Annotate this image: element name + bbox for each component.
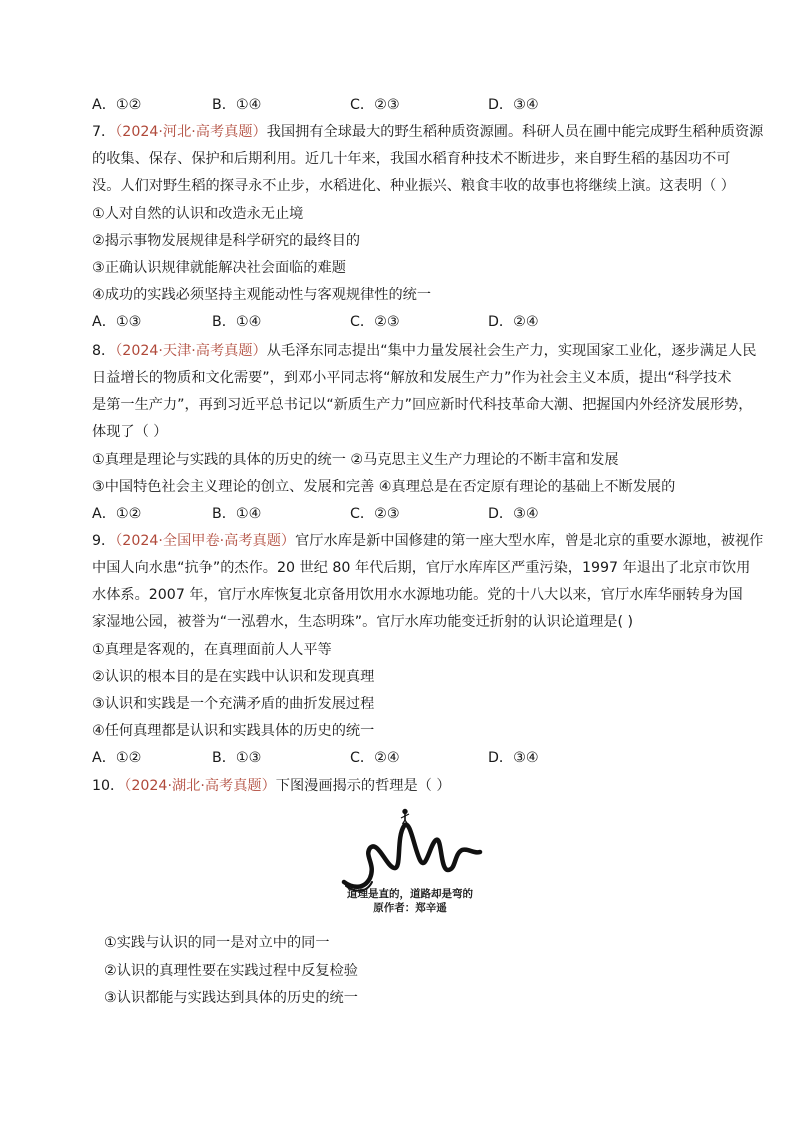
q9-option-a: A．①② bbox=[92, 750, 142, 766]
q9-stem-line-2: 中国人向水患“抗争”的杰作。20 世纪 80 年代后期，官厅水库库区严重污染，1997 年退出了北京市饮用 bbox=[92, 560, 751, 576]
q7-statement-4: ④成功的实践必须坚持主观能动性与客观规律性的统一 bbox=[92, 287, 432, 303]
q8-options bbox=[92, 504, 562, 524]
q7-option-b: B．①④ bbox=[212, 314, 262, 330]
q9-option-b: B．①③ bbox=[212, 750, 262, 766]
q8-source: （2024·天津·高考真题） bbox=[115, 343, 267, 359]
q9-statement-2: ②认识的根本目的是在实践中认识和发现真理 bbox=[92, 669, 375, 685]
q9-stem-line-4: 家湿地公园，被誉为“一泓碧水，生态明珠”。官厅水库功能变迁折射的认识论道理是( ) bbox=[92, 614, 634, 630]
q7-source: （2024·河北·高考真题） bbox=[115, 124, 267, 140]
q8-number: 8． bbox=[92, 343, 116, 359]
q6-option-c: C．②③ bbox=[350, 97, 400, 113]
q10-number: 10． bbox=[92, 778, 125, 794]
q8-stem-line-2: 日益增长的物质和文化需要”，到邓小平同志将“解放和发展生产力”作为社会主义本质，提出“科学技术 bbox=[92, 370, 732, 386]
q8-stem-text-1: 从毛泽东同志提出“集中力量发展社会生产力，实现国家工业化，逐步满足人民 bbox=[266, 343, 757, 359]
q9-statement-1: ①真理是客观的，在真理面前人人平等 bbox=[92, 642, 332, 658]
q8-stem-line-1 bbox=[92, 341, 756, 361]
q9-statement-4: ④任何真理都是认识和实践具体的历史的统一 bbox=[92, 723, 375, 739]
person-figure bbox=[401, 809, 409, 824]
q6-option-b: B．①④ bbox=[212, 97, 262, 113]
q9-stem-line-1 bbox=[92, 531, 763, 551]
q9-stem-text-1: 官厅水库是新中国修建的第一座大型水库，曾是北京的重要水源地，被视作 bbox=[295, 533, 764, 549]
q8-stem-line-4: 体现了（ ） bbox=[92, 424, 168, 440]
q10-source: （2024·湖北·高考真题） bbox=[124, 778, 276, 794]
q8-stem-line-3: 是第一生产力”，再到习近平总书记以“新质生产力”回应新时代科技革命大潮、把握国内外经济发展形势， bbox=[92, 397, 753, 413]
q7-number: 7． bbox=[92, 124, 116, 140]
q8-statements-line-1: ①真理是理论与实践的具体的历史的统一 ②马克思主义生产力理论的不断丰富和发展 bbox=[92, 452, 619, 468]
winding-road bbox=[344, 825, 480, 887]
q6-option-d: D．③④ bbox=[488, 97, 539, 113]
q10-statement-3: ③认识都能与实践达到具体的历史的统一 bbox=[104, 990, 358, 1006]
q7-statement-3: ③正确认识规律就能解决社会面临的难题 bbox=[92, 260, 346, 276]
q6-option-a: A．①② bbox=[92, 97, 142, 113]
cartoon-caption: 道理是直的，道路却是弯的 bbox=[347, 888, 473, 900]
q10-stem-text: 下图漫画揭示的哲理是（ ） bbox=[275, 778, 451, 794]
q8-option-b: B．①④ bbox=[212, 506, 262, 522]
q8-option-a: A．①② bbox=[92, 506, 142, 522]
q10-stem-line bbox=[92, 776, 451, 796]
q7-stem-text-1: 我国拥有全球最大的野生稻种质资源圃。科研人员在圃中能完成野生稻种质资源 bbox=[266, 124, 764, 140]
q9-options bbox=[92, 748, 562, 768]
q7-options bbox=[92, 312, 562, 332]
q9-number: 9． bbox=[92, 533, 116, 549]
q6-options bbox=[92, 95, 562, 115]
q7-stem-line-3: 没。人们对野生稻的探寻永不止步，水稻进化、种业振兴、粮食丰收的故事也将继续上演。这表明（ ） bbox=[92, 178, 735, 194]
q7-option-a: A．①③ bbox=[92, 314, 142, 330]
q7-stem-line-2: 的收集、保存、保护和后期利用。近几十年来，我国水稻育种技术不断进步，来自野生稻的基因功不可 bbox=[92, 151, 731, 167]
q7-stem-line-1 bbox=[92, 122, 763, 142]
q9-statement-3: ③认识和实践是一个充满矛盾的曲折发展过程 bbox=[92, 696, 375, 712]
q8-statements-line-2: ③中国特色社会主义理论的创立、发展和完善 ④真理总是在否定原有理论的基础上不断发展的 bbox=[92, 479, 676, 495]
q7-statement-2: ②揭示事物发展规律是科学研究的最终目的 bbox=[92, 233, 361, 249]
q9-option-d: D．③④ bbox=[488, 750, 539, 766]
cartoon-author: 原作者：郑辛遥 bbox=[373, 902, 447, 914]
q7-statement-1: ①人对自然的认识和改造永无止境 bbox=[92, 206, 304, 222]
q9-stem-line-3: 水体系。2007 年，官厅水库恢复北京备用饮用水水源地功能。党的十八大以来，官厅水库华丽转身为国 bbox=[92, 587, 743, 603]
q8-option-c: C．②③ bbox=[350, 506, 400, 522]
q7-option-c: C．②③ bbox=[350, 314, 400, 330]
q8-option-d: D．③④ bbox=[488, 506, 539, 522]
q10-statement-1: ①实践与认识的同一是对立中的同一 bbox=[104, 935, 330, 951]
q10-statement-2: ②认识的真理性要在实践过程中反复检验 bbox=[104, 963, 358, 979]
q7-option-d: D．②④ bbox=[488, 314, 539, 330]
q9-source: （2024·全国甲卷·高考真题） bbox=[115, 533, 296, 549]
q9-option-c: C．②④ bbox=[350, 750, 400, 766]
